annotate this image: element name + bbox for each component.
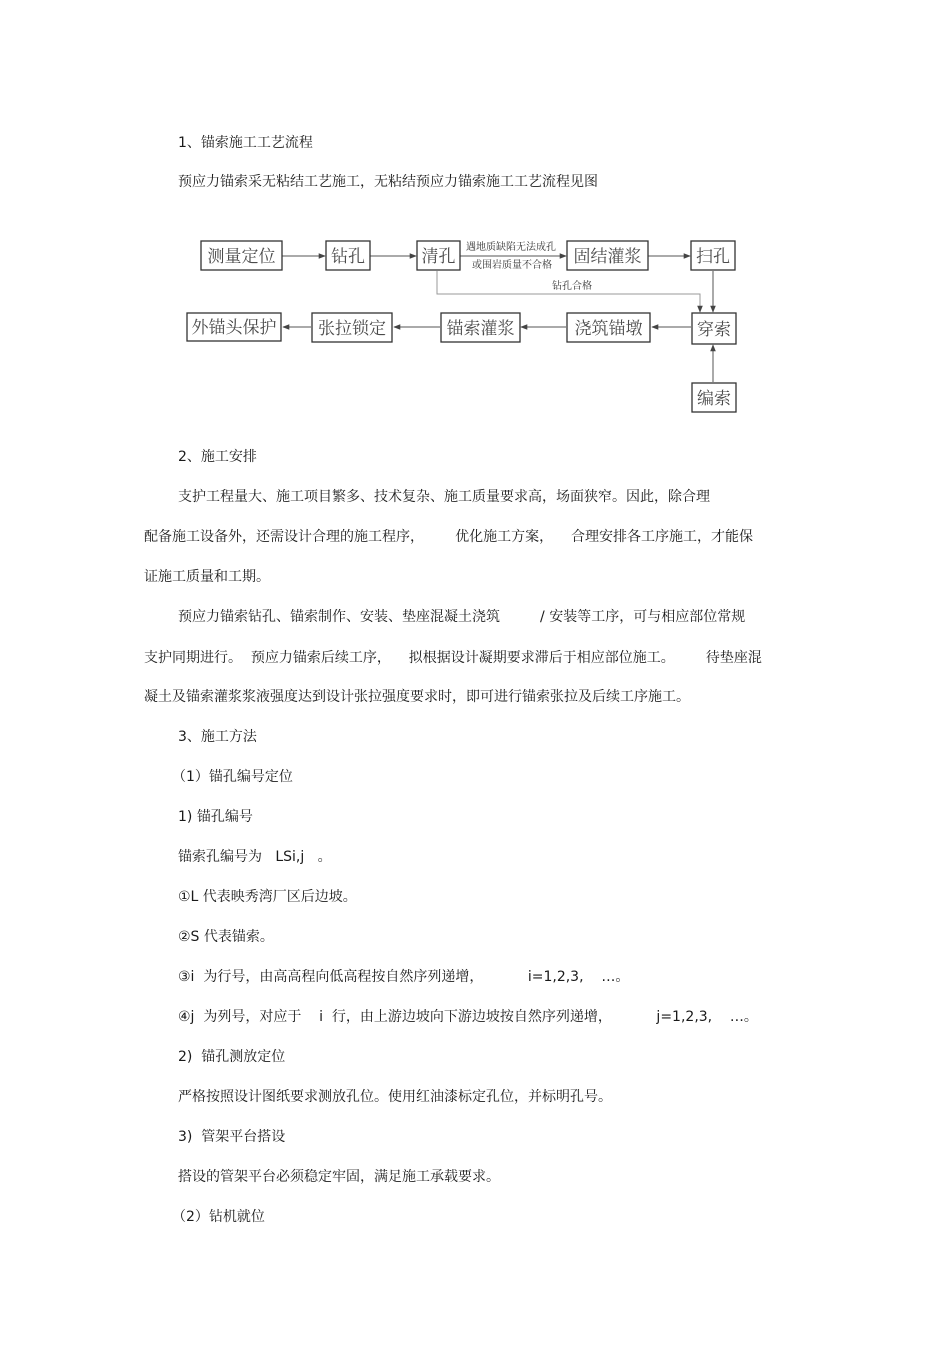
label-pour-pier: 浇筑锚墩 (574, 319, 643, 339)
label-thread: 穿索 (697, 320, 731, 340)
section-3-heading: 3、施工方法 (178, 729, 257, 745)
section-2-para1-line2: 配备施工设备外，还需设计合理的施工程序， 优化施工方案， 合理安排各工序施工，才能保 (144, 529, 753, 545)
section-3-1-3-heading: 3) 管架平台搭设 (178, 1129, 286, 1145)
section-1-intro: 预应力锚索采无粘结工艺施工，无粘结预应力锚索施工工艺流程见图 (178, 174, 598, 190)
section-3-1-2-text: 严格按照设计图纸要求测放孔位。使用红油漆标定孔位，并标明孔号。 (178, 1089, 612, 1105)
section-2-heading: 2、施工安排 (178, 449, 257, 465)
label-tension-lock: 张拉锁定 (318, 319, 386, 339)
list-item-4: ④j 为列号，对应于 i 行，由上游边坡向下游边坡按自然序列递增， j=1,2,3, …。 (178, 1009, 758, 1025)
label-anchor-grout: 锚索灌浆 (446, 319, 515, 339)
label-protect: 外锚头保护 (191, 318, 277, 338)
process-flowchart (0, 0, 950, 430)
section-2-para2-line3: 凝土及锚索灌浆浆液强度达到设计张拉强度要求时，即可进行锚索张拉及后续工序施工。 (144, 689, 690, 705)
section-1-heading: 1、锚索施工工艺流程 (178, 135, 313, 151)
label-drill: 钻孔 (331, 247, 365, 267)
note-defect-line-1: 遇地质缺陷无法成孔 (466, 242, 556, 253)
section-3-1-heading: （1）锚孔编号定位 (172, 769, 293, 785)
section-2-para2-line2: 支护同期进行。 预应力锚索后续工序， 拟根据设计凝期要求滞后于相应部位施工。 待垫座混 (144, 650, 762, 666)
section-3-1-3-text: 搭设的管架平台必须稳定牢固，满足施工承载要求。 (178, 1169, 500, 1185)
label-clean: 清孔 (421, 247, 456, 267)
list-item-2: ②S 代表锚索。 (178, 929, 274, 945)
section-3-1-2-heading: 2) 锚孔测放定位 (178, 1049, 286, 1065)
section-2-para1-line3: 证施工质量和工期。 (144, 569, 270, 585)
list-item-3: ③i 为行号，由高高程向低高程按自然序列递增， i=1,2,3, …。 (178, 969, 630, 985)
list-item-1: ①L 代表映秀湾厂区后边坡。 (178, 889, 357, 905)
section-2-para1-line1: 支护工程量大、施工项目繁多、技术复杂、施工质量要求高，场面狭窄。因此，除合理 (178, 489, 710, 505)
section-2-para2-line1: 预应力锚索钻孔、锚索制作、安装、垫座混凝土浇筑 / 安装等工序，可与相应部位常规 (178, 609, 746, 625)
label-measure: 测量定位 (207, 247, 276, 267)
note-pass: 钻孔合格 (552, 281, 592, 292)
section-3-1-1-heading: 1) 锚孔编号 (178, 809, 253, 825)
label-weave: 编索 (697, 389, 731, 409)
label-grout-fix: 固结灌浆 (573, 247, 642, 267)
label-sweep: 扫孔 (696, 247, 730, 267)
section-3-1-1-text: 锚索孔编号为 LSi,j 。 (178, 849, 332, 865)
note-defect-line-2: 或围岩质量不合格 (472, 260, 552, 271)
section-3-2-heading: （2）钻机就位 (172, 1209, 265, 1225)
